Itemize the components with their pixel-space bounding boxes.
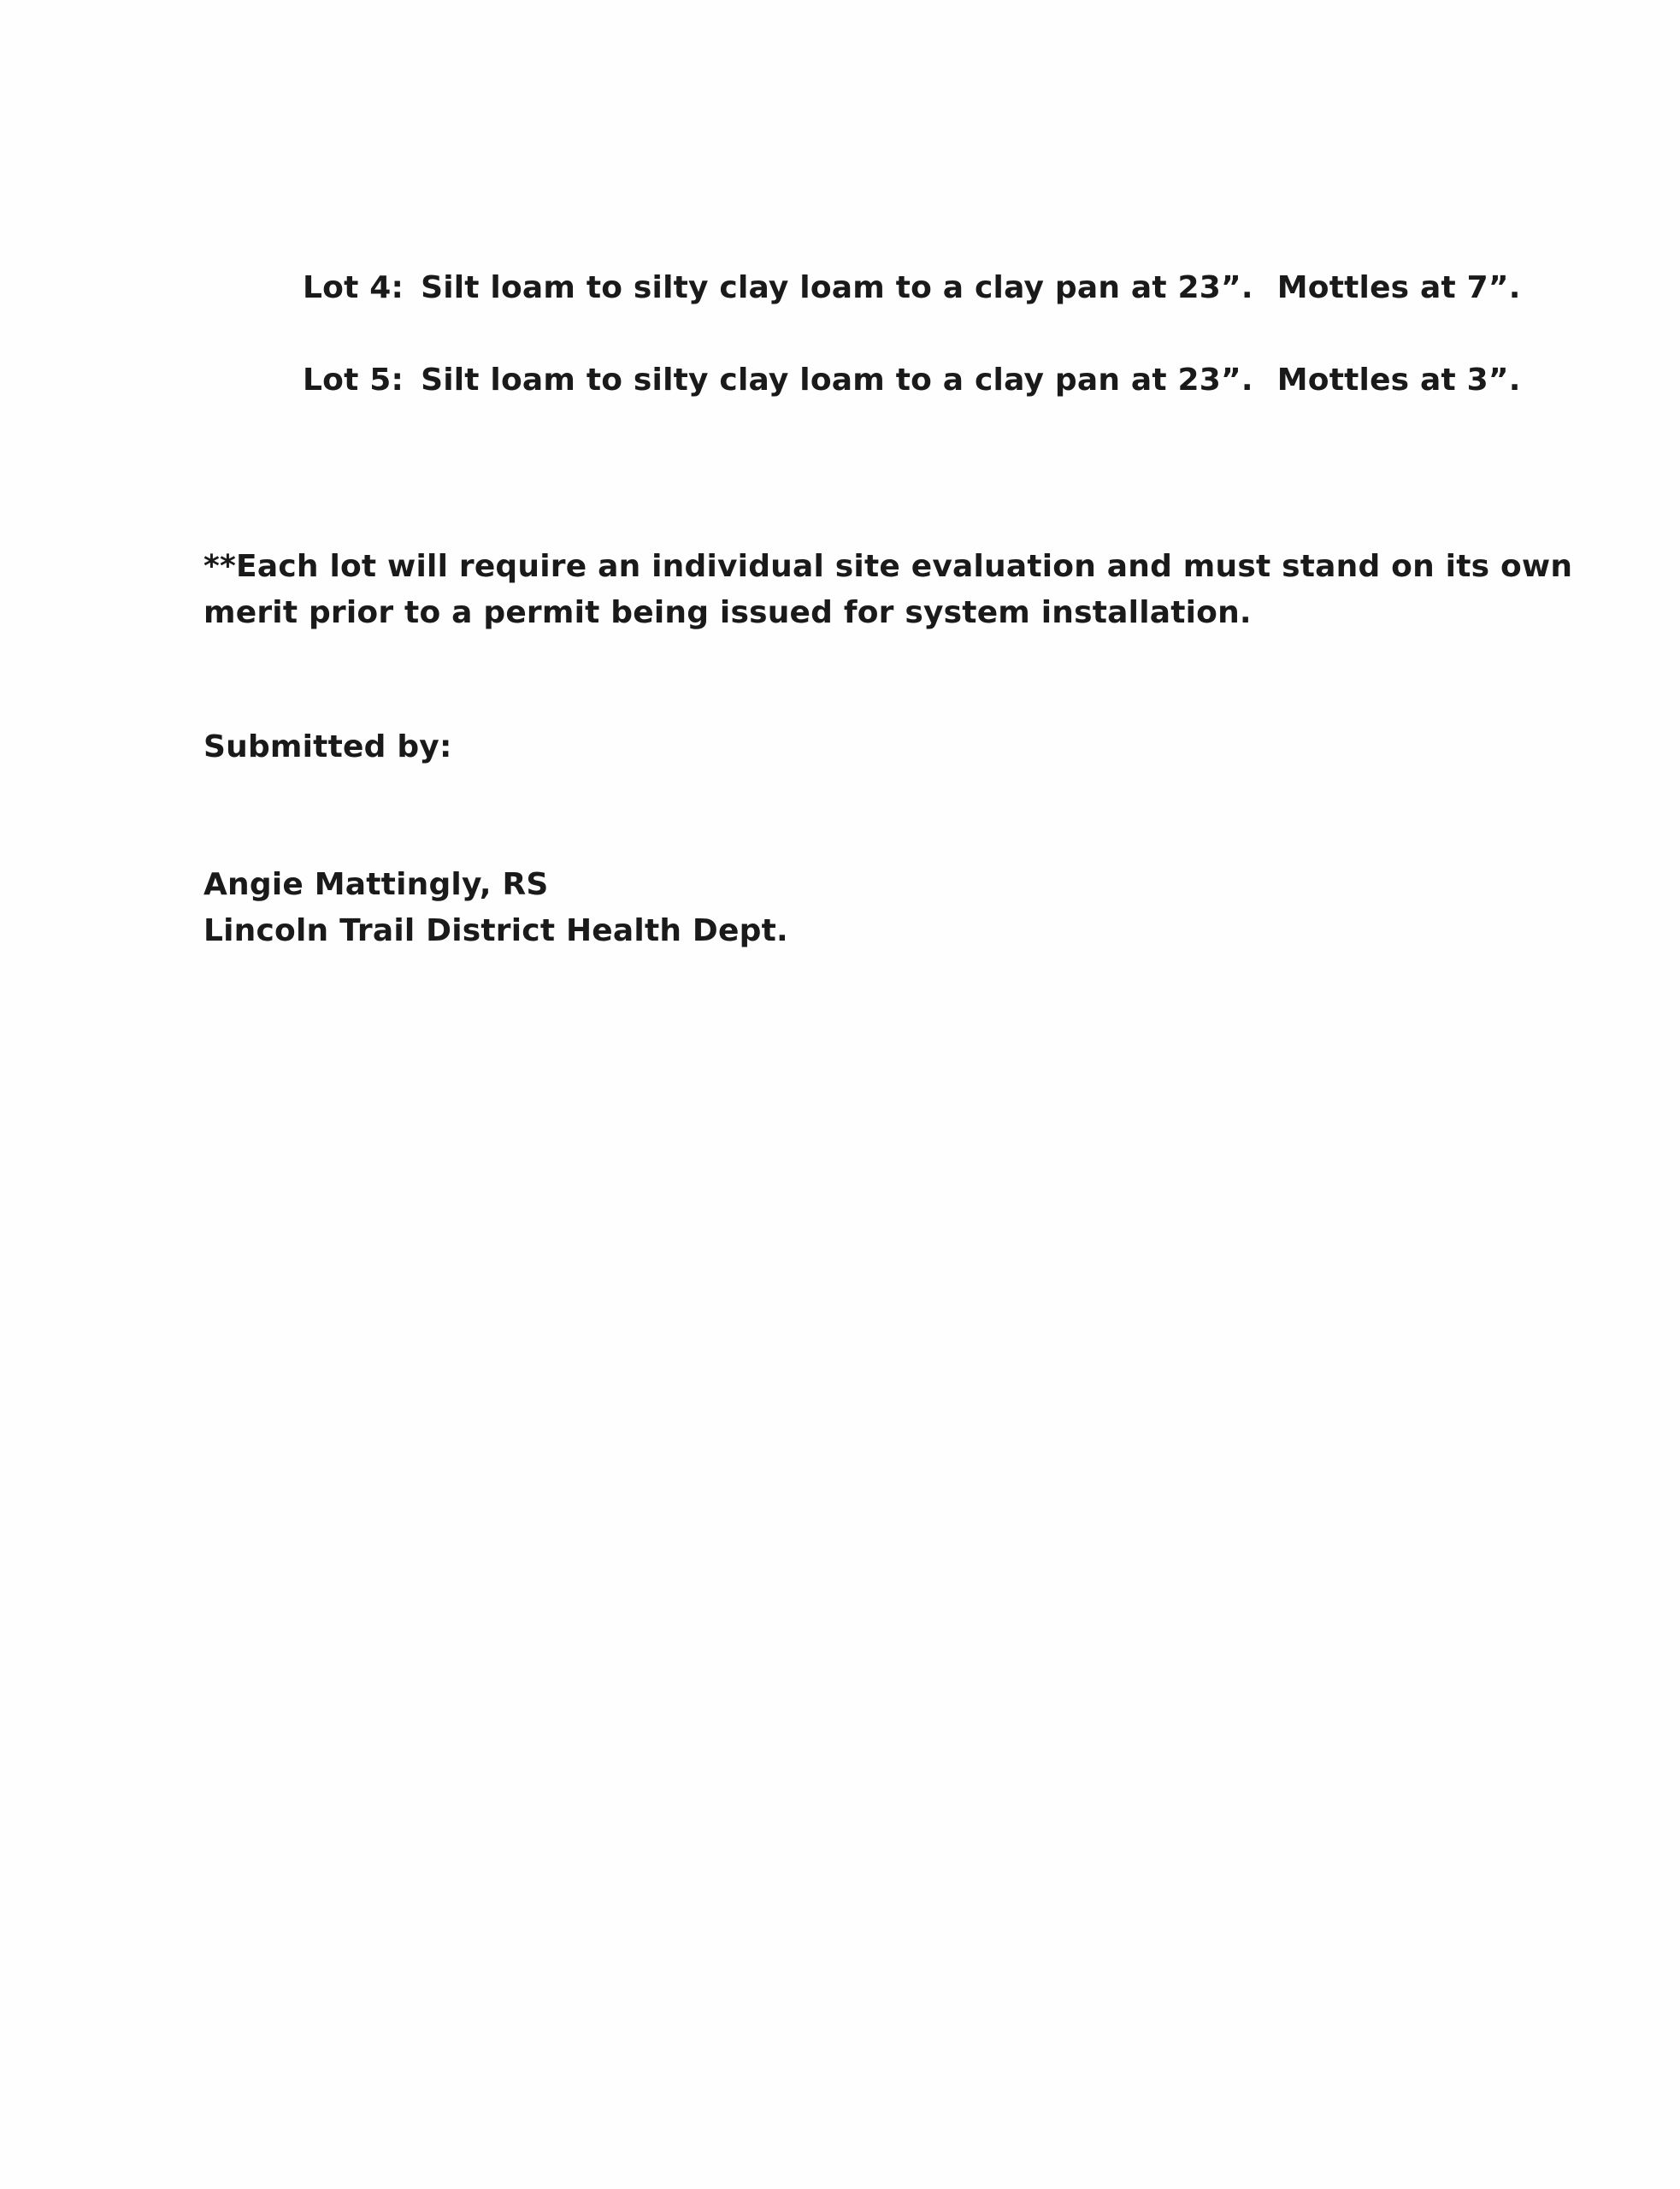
lot-5-description: Silt loam to silty clay loam to a clay pan at 23”. [421, 363, 1253, 398]
lot-4-mottles: Mottles at 7”. [1276, 270, 1521, 305]
note-line-2: merit prior to a permit being issued for system installation. [203, 595, 1252, 630]
site-evaluation-note [203, 544, 1572, 636]
lot-4-description: Silt loam to silty clay loam to a clay pan at 23”. [421, 270, 1253, 305]
signer-name: Angie Mattingly, RS [203, 867, 549, 902]
lot-4-soil-note [303, 265, 1521, 311]
lot-5-label: Lot 5: [303, 363, 404, 398]
lot-4-label: Lot 4: [303, 270, 404, 305]
note-line-1: **Each lot will require an individual site evaluation and must stand on its own [203, 549, 1573, 584]
lot-5-soil-note [303, 357, 1521, 404]
lot-5-mottles: Mottles at 3”. [1276, 363, 1521, 398]
submitted-by-label: Submitted by: [203, 729, 452, 764]
signer-organization: Lincoln Trail District Health Dept. [203, 913, 788, 948]
